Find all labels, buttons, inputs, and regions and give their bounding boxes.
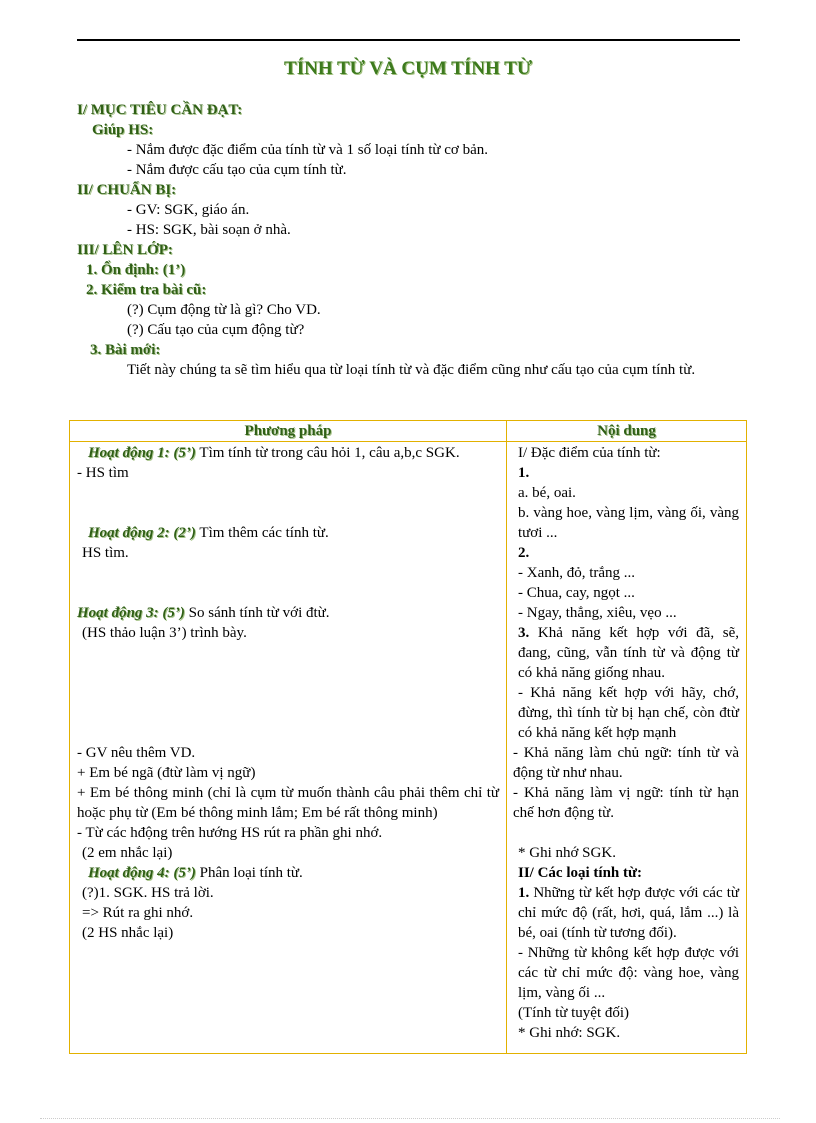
check-q1: (?) Cụm động từ là gì? Cho VD. <box>127 302 321 318</box>
page-title: TÍNH TỪ VÀ CỤM TÍNH TỪ <box>284 58 532 79</box>
heading-len-lop: III/ LÊN LỚP: <box>77 242 173 258</box>
intro-paragraph: Tiết này chúng ta sẽ tìm hiểu qua từ loại tính từ và đặc điểm cũng như cấu tạo của cụm tính từ. <box>127 362 696 378</box>
left-line-2: HS tìm. <box>82 545 129 561</box>
check-q2: (?) Cấu tạo của cụm động từ? <box>127 322 305 338</box>
content-column <box>507 442 747 1054</box>
heading-muc-tieu: I/ MỤC TIÊU CẦN ĐẠT: <box>77 102 243 118</box>
heading-on-dinh: 1. Ổn định: (1’) <box>86 262 186 278</box>
left-line-7: - Từ các hđộng trên hướng HS rút ra phần ghi nhớ. <box>77 825 383 841</box>
objective-2: - Nắm được cấu tạo của cụm tính từ. <box>127 162 347 178</box>
heading-bai-moi: 3. Bài mới: <box>90 342 161 358</box>
right-line-6: - Xanh, đỏ, trắng ... <box>518 565 636 581</box>
activity-1: Hoạt động 1: (5’) Tìm tính từ trong câu hỏi 1, câu a,b,c SGK. <box>88 445 460 461</box>
right-line-7: - Chua, cay, ngọt ... <box>518 585 635 601</box>
left-line-8: (2 em nhắc lại) <box>82 845 173 861</box>
right-line-1: I/ Đặc điểm của tính từ: <box>518 445 661 461</box>
method-column <box>70 442 507 1054</box>
lesson-table <box>69 420 747 1054</box>
right-line-3: a. bé, oai. <box>518 485 576 501</box>
top-rule <box>77 39 740 41</box>
right-line-17: (Tính từ tuyệt đối) <box>518 1005 630 1021</box>
heading-chuan-bi: II/ CHUẨN BỊ: <box>77 182 177 198</box>
left-line-1: - HS tìm <box>77 465 129 481</box>
heading-kiem-tra: 2. Kiểm tra bài cũ: <box>86 282 207 298</box>
right-line-8: - Ngay, thẳng, xiêu, vẹo ... <box>518 605 677 621</box>
right-line-11: - Khả năng làm chủ ngữ: tính từ và động từ như nhau. <box>513 745 739 781</box>
left-line-9: (?)1. SGK. HS trả lời. <box>82 885 214 901</box>
right-line-14: II/ Các loại tính từ: <box>518 865 643 881</box>
right-line-4: b. vàng hoe, vàng lịm, vàng ối, vàng tươi ... <box>518 505 739 541</box>
prep-hs: - HS: SGK, bài soạn ở nhà. <box>127 222 291 238</box>
right-line-2: 1. <box>518 465 530 481</box>
left-line-11: (2 HS nhắc lại) <box>82 925 174 941</box>
right-line-10: - Khả năng kết hợp với hãy, chớ, đừng, thì tính từ bị hạn chế, còn đtừ có khả năng kết hợp mạnh <box>518 685 739 741</box>
right-line-9: 3. Khả năng kết hợp với đã, sẽ, đang, cũng, vẫn tính từ và động từ có khả năng giống nhau. <box>518 625 739 681</box>
right-line-18: * Ghi nhớ: SGK. <box>518 1025 621 1041</box>
footer-dotted-line <box>40 1118 780 1119</box>
activity-2: Hoạt động 2: (2’) Tìm thêm các tính từ. <box>88 525 329 541</box>
right-line-16: - Những từ không kết hợp được với các từ chỉ mức độ: vàng hoe, vàng lịm, vàng ối ... <box>518 945 739 1001</box>
prep-gv: - GV: SGK, giáo án. <box>127 202 250 218</box>
header-phuong-phap: Phương pháp <box>70 421 507 442</box>
header-noi-dung: Nội dung <box>507 421 747 442</box>
right-line-13: * Ghi nhớ SGK. <box>518 845 616 861</box>
left-line-4: - GV nêu thêm VD. <box>77 745 196 761</box>
activity-4: Hoạt động 4: (5’) Phân loại tính từ. <box>88 865 303 881</box>
left-line-5: + Em bé ngã (đtừ làm vị ngữ) <box>77 765 256 781</box>
left-line-10: => Rút ra ghi nhớ. <box>82 905 194 921</box>
left-line-3: (HS thảo luận 3’) trình bày. <box>82 625 247 641</box>
left-line-6: + Em bé thông minh (chỉ là cụm từ muốn thành câu phải thêm chỉ từ hoặc phụ từ (Em bé thông minh lắm; Em bé rất thông minh) <box>77 785 499 821</box>
objective-1: - Nắm được đặc điểm của tính từ và 1 số loại tính từ cơ bản. <box>127 142 488 158</box>
giup-hs: Giúp HS: <box>92 122 154 138</box>
activity-3: Hoạt động 3: (5’) So sánh tính từ với đtừ. <box>77 605 330 621</box>
right-line-15: 1. Những từ kết hợp được với các từ chỉ mức độ (rất, hơi, quá, lắm ...) là bé, oai (tính từ tương đối). <box>518 885 739 941</box>
right-line-12: - Khả năng làm vị ngữ: tính từ hạn chế hơn động từ. <box>513 785 739 821</box>
right-line-5: 2. <box>518 545 530 561</box>
